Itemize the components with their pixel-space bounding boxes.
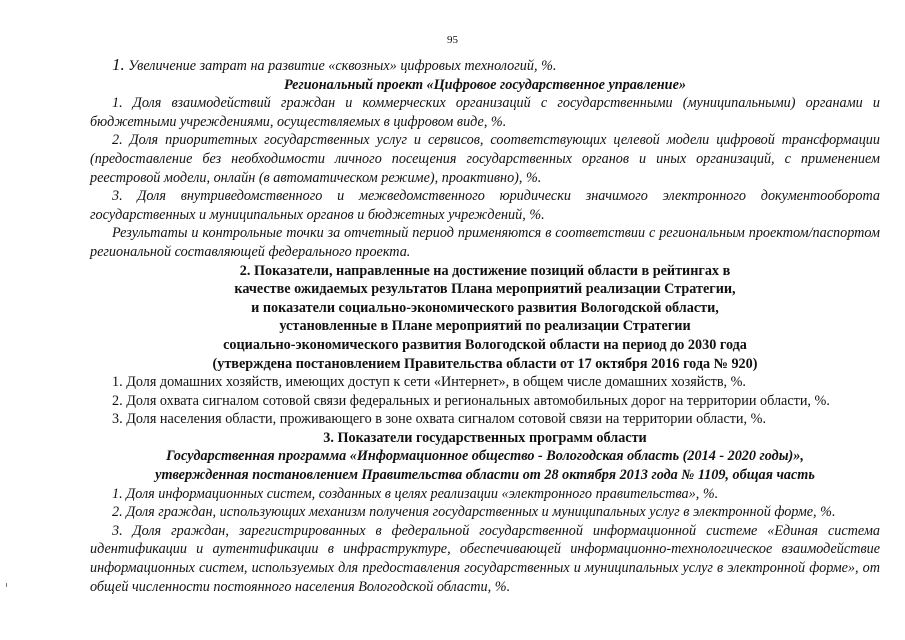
indicator-item: 2. Доля охвата сигналом сотовой связи федеральных и региональных автомобильных дорог на территории области, %. [112, 392, 830, 409]
section-heading: 3. Показатели государственных программ области [323, 429, 647, 446]
indicator-item: 3. Доля граждан, зарегистрированных в федеральной государственной информационной системе «Единая система идентификации и аутентификации в инфраструктуре, обеспечивающей информационно-технологическое взаимодействие информационных систем, используемых для предоставления государственных и муниципальных услуг в электронной форме», от общей численности постоянного населения Вологодской области, %. [90, 522, 880, 595]
section-heading-line: качестве ожидаемых результатов Плана мероприятий реализации Стратегии, [234, 281, 736, 298]
section-heading-line: (утверждена постановлением Правительства области от 17 октября 2016 года № 920) [212, 355, 758, 372]
section-heading-line: 2. Показатели, направленные на достижение позиций области в рейтингах в [239, 262, 731, 279]
indicator-item: 3. Доля населения области, проживающего в зоне охвата сигналом сотовой связи на территории области, %. [112, 411, 766, 428]
scan-edge-mark [6, 583, 7, 587]
item-number: 1. [112, 55, 125, 74]
indicator-item: 1. Доля взаимодействий граждан и коммерческих организаций с государственными (муниципальными) органами и бюджетными учреждениями, осуществляемых в цифровом виде, %. [90, 95, 880, 130]
indicator-item [90, 56, 880, 76]
regional-project-heading: Региональный проект «Цифровое государственное управление» [284, 76, 686, 93]
indicator-item: 3. Доля внутриведомственного и межведомственного юридически значимого электронного документооборота государственных и муниципальных органов и бюджетных учреждений, %. [90, 188, 880, 223]
indicator-item: 2. Доля граждан, использующих механизм получения государственных и муниципальных услуг в электронной форме, %. [112, 504, 836, 521]
indicator-item: 1. Доля информационных систем, созданных в целях реализации «электронного правительства», %. [112, 485, 719, 502]
indicator-item: 2. Доля приоритетных государственных услуг и сервисов, соответствующих целевой модели цифровой трансформации (предоставление без необходимости личного посещения государственных органов и иных организаций, с применением реестровой модели, онлайн (в автоматическом режиме), проактивно), %. [90, 132, 880, 186]
section-heading-line: и показатели социально-экономического развития Вологодской области, [251, 299, 719, 316]
results-note: Результаты и контрольные точки за отчетный период применяются в соответствии с региональным проектом/паспортом региональной составляющей федерального проекта. [90, 225, 880, 260]
program-title-line: утвержденная постановлением Правительства области от 28 октября 2013 года № 1109, общая часть [155, 467, 815, 484]
page-number: 95 [447, 34, 458, 46]
item-text: Увеличение затрат на развитие «сквозных» цифровых технологий, %. [124, 58, 557, 74]
section-heading-line: социально-экономического развития Вологодской области на период до 2030 года [223, 336, 747, 353]
indicator-item: 1. Доля домашних хозяйств, имеющих доступ к сети «Интернет», в общем числе домашних хозяйств, %. [112, 374, 746, 391]
section-heading-line: установленные в Плане мероприятий по реализации Стратегии [279, 318, 691, 335]
program-title-line: Государственная программа «Информационное общество - Вологодская область (2014 - 2020 годы)», [166, 448, 804, 465]
document-body [90, 56, 880, 596]
